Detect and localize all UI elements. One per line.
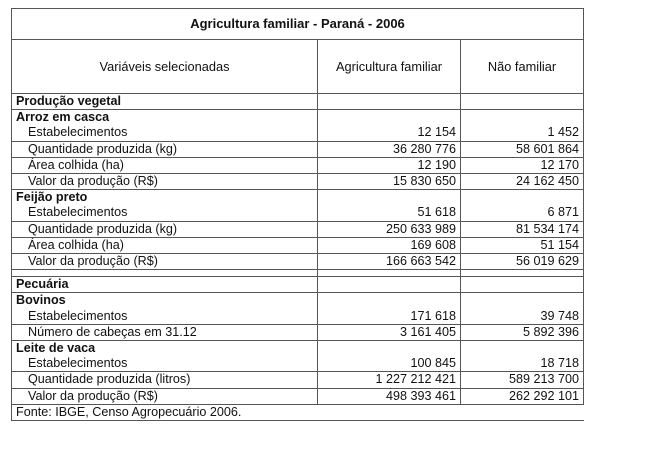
table-row <box>12 237 584 253</box>
table-row <box>12 356 584 372</box>
table-row <box>12 221 584 237</box>
row-label: Quantidade produzida (kg) <box>12 141 318 157</box>
section-row <box>12 94 584 110</box>
table-row <box>12 157 584 173</box>
non-family-value: 56 019 629 <box>461 254 584 270</box>
non-family-value: 81 534 174 <box>461 221 584 237</box>
empty-cell <box>318 190 461 206</box>
non-family-value: 1 452 <box>461 125 584 141</box>
source-note: Fonte: IBGE, Censo Agropecuário 2006. <box>12 404 584 420</box>
family-value: 51 618 <box>318 205 461 221</box>
row-label: Estabelecimentos <box>12 356 318 372</box>
spacer-cell <box>318 270 461 277</box>
non-family-value: 12 170 <box>461 157 584 173</box>
section-row <box>12 190 584 206</box>
table-row <box>12 254 584 270</box>
empty-cell <box>318 341 461 357</box>
row-label: Valor da produção (R$) <box>12 174 318 190</box>
non-family-value: 39 748 <box>461 309 584 325</box>
table-row <box>12 125 584 141</box>
section-row <box>12 341 584 357</box>
section-label: Bovinos <box>12 293 318 309</box>
column-header-non-family: Não familiar <box>461 40 584 94</box>
section-label: Leite de vaca <box>12 341 318 357</box>
column-header-variables: Variáveis selecionadas <box>12 40 318 94</box>
column-header-family: Agricultura familiar <box>318 40 461 94</box>
family-value: 100 845 <box>318 356 461 372</box>
data-table-container <box>11 8 583 421</box>
non-family-value: 262 292 101 <box>461 388 584 404</box>
family-value: 498 393 461 <box>318 388 461 404</box>
section-label: Produção vegetal <box>12 94 318 110</box>
source-row <box>12 404 584 420</box>
family-value: 250 633 989 <box>318 221 461 237</box>
empty-cell <box>318 293 461 309</box>
table-row <box>12 205 584 221</box>
empty-cell <box>318 110 461 126</box>
empty-cell <box>461 341 584 357</box>
family-value: 12 190 <box>318 157 461 173</box>
table-title: Agricultura familiar - Paraná - 2006 <box>12 9 584 40</box>
non-family-value: 6 871 <box>461 205 584 221</box>
table-row <box>12 141 584 157</box>
section-label: Pecuária <box>12 277 318 293</box>
section-row <box>12 293 584 309</box>
section-label: Feijão preto <box>12 190 318 206</box>
table-row <box>12 174 584 190</box>
row-label: Estabelecimentos <box>12 205 318 221</box>
table-row <box>12 372 584 388</box>
non-family-value: 51 154 <box>461 237 584 253</box>
spacer-cell <box>12 270 318 277</box>
empty-cell <box>461 110 584 126</box>
table-row <box>12 388 584 404</box>
section-label: Arroz em casca <box>12 110 318 126</box>
family-value: 12 154 <box>318 125 461 141</box>
spacer-row <box>12 270 584 277</box>
row-label: Estabelecimentos <box>12 309 318 325</box>
empty-cell <box>461 94 584 110</box>
row-label: Valor da produção (R$) <box>12 388 318 404</box>
non-family-value: 24 162 450 <box>461 174 584 190</box>
row-label: Estabelecimentos <box>12 125 318 141</box>
row-label: Quantidade produzida (kg) <box>12 221 318 237</box>
empty-cell <box>318 277 461 293</box>
empty-cell <box>461 293 584 309</box>
row-label: Quantidade produzida (litros) <box>12 372 318 388</box>
table-header-row <box>12 40 584 94</box>
row-label: Área colhida (ha) <box>12 237 318 253</box>
table-row <box>12 324 584 340</box>
spacer-cell <box>461 270 584 277</box>
non-family-value: 589 213 700 <box>461 372 584 388</box>
family-value: 169 608 <box>318 237 461 253</box>
section-row <box>12 277 584 293</box>
empty-cell <box>461 190 584 206</box>
empty-cell <box>318 94 461 110</box>
row-label: Área colhida (ha) <box>12 157 318 173</box>
non-family-value: 58 601 864 <box>461 141 584 157</box>
row-label: Número de cabeças em 31.12 <box>12 324 318 340</box>
section-row <box>12 110 584 126</box>
data-table <box>11 8 584 421</box>
family-value: 1 227 212 421 <box>318 372 461 388</box>
table-row <box>12 309 584 325</box>
non-family-value: 18 718 <box>461 356 584 372</box>
family-value: 171 618 <box>318 309 461 325</box>
family-value: 3 161 405 <box>318 324 461 340</box>
row-label: Valor da produção (R$) <box>12 254 318 270</box>
family-value: 36 280 776 <box>318 141 461 157</box>
table-title-row <box>12 9 584 40</box>
family-value: 166 663 542 <box>318 254 461 270</box>
empty-cell <box>461 277 584 293</box>
non-family-value: 5 892 396 <box>461 324 584 340</box>
family-value: 15 830 650 <box>318 174 461 190</box>
